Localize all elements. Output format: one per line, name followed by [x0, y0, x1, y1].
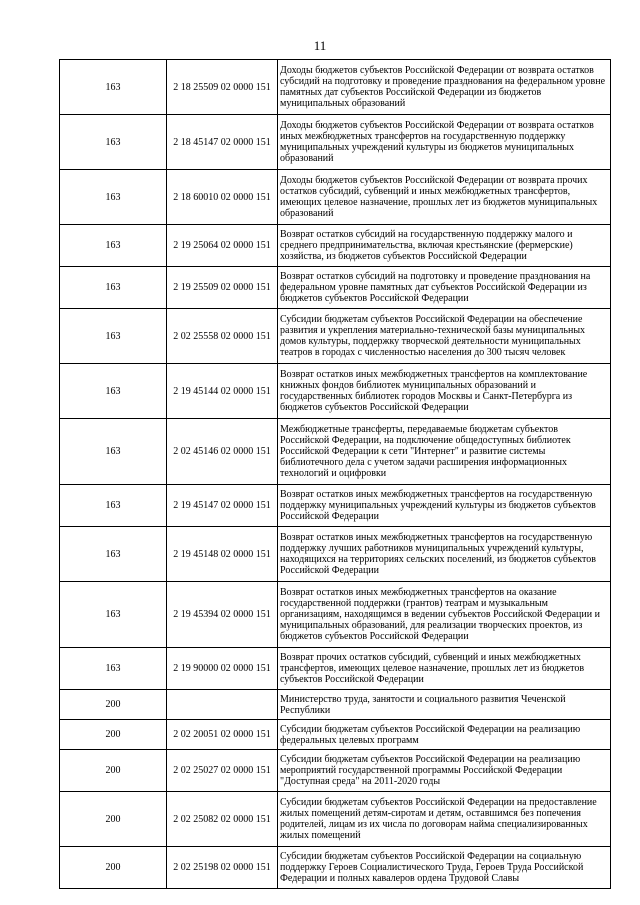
- table-row: [60, 750, 611, 792]
- budget-code-cell: 2 02 20051 02 0000 151: [167, 720, 278, 750]
- admin-code-cell: 163: [60, 60, 167, 115]
- budget-code-cell: 2 19 25509 02 0000 151: [167, 267, 278, 309]
- budget-code-cell: 2 19 45144 02 0000 151: [167, 364, 278, 419]
- admin-code-cell: 163: [60, 267, 167, 309]
- budget-code-cell: 2 19 45148 02 0000 151: [167, 527, 278, 582]
- table-row: [60, 170, 611, 225]
- admin-code-cell: 200: [60, 690, 167, 720]
- table-row: [60, 267, 611, 309]
- page-number: 11: [313, 38, 327, 53]
- description-cell: Доходы бюджетов субъектов Российской Федерации от возврата прочих остатков субсидий, субвенций и иных межбюджетных трансфертов, имеющих целевое назначение, прошлых лет из бюджетов муниципальных образований: [278, 170, 611, 225]
- admin-code-cell: 163: [60, 527, 167, 582]
- description-cell: Субсидии бюджетам субъектов Российской Федерации на предоставление жилых помещений детям-сиротам и детям, оставшимся без попечения родителей, лицам из их числа по договорам найма специализированных жилых помещений: [278, 792, 611, 847]
- description-cell: Возврат прочих остатков субсидий, субвенций и иных межбюджетных трансфертов, имеющих целевое назначение, прошлых лет из бюджетов субъектов Российской Федерации: [278, 648, 611, 690]
- budget-code-cell: 2 18 45147 02 0000 151: [167, 115, 278, 170]
- description-cell: Возврат остатков субсидий на подготовку и проведение празднования на федеральном уровне памятных дат субъектов Российской Федерации из бюджетов субъектов Российской Федерации: [278, 267, 611, 309]
- table-row: [60, 527, 611, 582]
- description-cell: Возврат остатков иных межбюджетных трансфертов на государственную поддержку муниципальных учреждений культуры из бюджетов субъектов Российской Федерации: [278, 485, 611, 527]
- description-cell: Возврат остатков иных межбюджетных трансфертов на комплектование книжных фондов библиотек муниципальных образований и государственных библиотек городов Москвы и Санкт-Петербурга из бюджетов субъектов Российской Федерации: [278, 364, 611, 419]
- description-cell: Субсидии бюджетам субъектов Российской Федерации на реализацию мероприятий государственной программы Российской Федерации "Доступная среда" на 2011-2020 годы: [278, 750, 611, 792]
- budget-code-cell: 2 19 25064 02 0000 151: [167, 225, 278, 267]
- description-cell: Субсидии бюджетам субъектов Российской Федерации на реализацию федеральных целевых программ: [278, 720, 611, 750]
- admin-code-cell: 163: [60, 309, 167, 364]
- description-cell: Доходы бюджетов субъектов Российской Федерации от возврата остатков субсидий на подготовку и проведение празднования на федеральном уровне памятных дат субъектов Российской Федерации из бюджетов муниципальных образований: [278, 60, 611, 115]
- description-cell: Субсидии бюджетам субъектов Российской Федерации на социальную поддержку Героев Социалистического Труда, Героев Труда Российской Федерации и полных кавалеров ордена Трудовой Славы: [278, 847, 611, 889]
- budget-classification-table: [59, 59, 611, 889]
- table-row: [60, 115, 611, 170]
- description-cell: Доходы бюджетов субъектов Российской Федерации от возврата остатков иных межбюджетных трансфертов на государственную поддержку муниципальных учреждений культуры из бюджетов муниципальных образований: [278, 115, 611, 170]
- admin-code-cell: 163: [60, 582, 167, 648]
- table-row: [60, 690, 611, 720]
- description-cell: Возврат остатков субсидий на государственную поддержку малого и среднего предпринимательства, включая крестьянские (фермерские) хозяйства, из бюджетов субъектов Российской Федерации: [278, 225, 611, 267]
- description-cell: Министерство труда, занятости и социального развития Чеченской Республики: [278, 690, 611, 720]
- admin-code-cell: 163: [60, 170, 167, 225]
- budget-code-cell: 2 02 25198 02 0000 151: [167, 847, 278, 889]
- budget-code-cell: 2 18 25509 02 0000 151: [167, 60, 278, 115]
- table-row: [60, 582, 611, 648]
- budget-code-cell: 2 19 45147 02 0000 151: [167, 485, 278, 527]
- table-row: [60, 720, 611, 750]
- budget-code-cell: 2 02 25558 02 0000 151: [167, 309, 278, 364]
- table-row: [60, 364, 611, 419]
- description-cell: Межбюджетные трансферты, передаваемые бюджетам субъектов Российской Федерации, на подключение общедоступных библиотек Российской Федерации к сети "Интернет" и развитие системы библиотечного дела с учетом задачи расширения информационных технологий и оцифровки: [278, 419, 611, 485]
- budget-code-cell: [167, 690, 278, 720]
- description-cell: Возврат остатков иных межбюджетных трансфертов на оказание государственной поддержки (грантов) театрам и музыкальным организациям, находящимся в ведении субъектов Российской Федерации и муниципальных образований, для реализации творческих проектов, из бюджетов субъектов Российской Федерации: [278, 582, 611, 648]
- description-cell: Субсидии бюджетам субъектов Российской Федерации на обеспечение развития и укрепления материально-технической базы муниципальных домов культуры, поддержку творческой деятельности муниципальных театров в городах с численностью населения до 300 тысяч человек: [278, 309, 611, 364]
- table-row: [60, 485, 611, 527]
- admin-code-cell: 163: [60, 225, 167, 267]
- budget-code-cell: 2 02 25027 02 0000 151: [167, 750, 278, 792]
- admin-code-cell: 200: [60, 847, 167, 889]
- admin-code-cell: 163: [60, 419, 167, 485]
- table-row: [60, 60, 611, 115]
- table-row: [60, 225, 611, 267]
- admin-code-cell: 200: [60, 720, 167, 750]
- budget-code-cell: 2 02 25082 02 0000 151: [167, 792, 278, 847]
- admin-code-cell: 163: [60, 364, 167, 419]
- table-row: [60, 648, 611, 690]
- admin-code-cell: 200: [60, 750, 167, 792]
- table-row: [60, 847, 611, 889]
- budget-code-cell: 2 02 45146 02 0000 151: [167, 419, 278, 485]
- table-row: [60, 792, 611, 847]
- admin-code-cell: 200: [60, 792, 167, 847]
- admin-code-cell: 163: [60, 485, 167, 527]
- budget-code-cell: 2 19 45394 02 0000 151: [167, 582, 278, 648]
- table-row: [60, 309, 611, 364]
- budget-code-cell: 2 19 90000 02 0000 151: [167, 648, 278, 690]
- description-cell: Возврат остатков иных межбюджетных трансфертов на государственную поддержку лучших работников муниципальных учреждений культуры, находящихся на территориях сельских поселений, из бюджетов субъектов Российской Федерации: [278, 527, 611, 582]
- admin-code-cell: 163: [60, 648, 167, 690]
- admin-code-cell: 163: [60, 115, 167, 170]
- table-row: [60, 419, 611, 485]
- budget-code-cell: 2 18 60010 02 0000 151: [167, 170, 278, 225]
